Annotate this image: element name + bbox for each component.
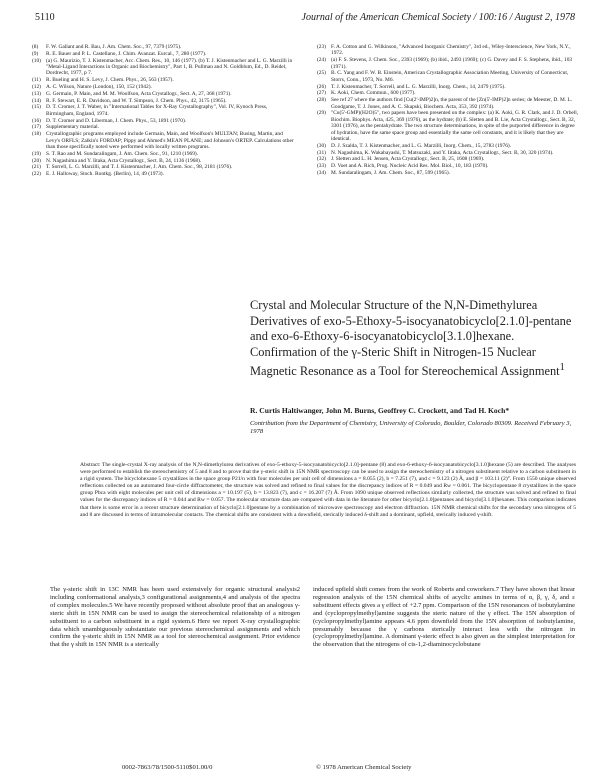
reference-number: (19) xyxy=(32,150,41,157)
journal-citation: Journal of the American Chemical Society / 100:16 / August 2, 1978 xyxy=(301,12,575,23)
reference-number: (34) xyxy=(317,170,326,177)
author-list: R. Curtis Haltiwanger, John M. Burns, Geoffrey C. Crockett, and Tad H. Koch* xyxy=(250,406,510,415)
reference-number: (14) xyxy=(32,97,41,104)
reference-number: (33) xyxy=(317,163,326,170)
reference-number: (29) xyxy=(317,110,326,117)
reference-number: (32) xyxy=(317,156,326,163)
reference-number: (12) xyxy=(32,84,41,90)
reference-item xyxy=(32,124,294,130)
reference-number: (30) xyxy=(317,142,326,149)
reference-number: (11) xyxy=(32,77,41,84)
reference-item xyxy=(32,84,294,90)
body-text-right-column: induced upfield shift comes from the work of Roberts and coworkers.7 They have shown that linear regression analysis of the 15N chemical shifts of acyclic amines in terms of α, β, γ, δ, and ε substituent effects gives a γ effect of +2.7 ppm. Comparison of the 15N resonances of isobutylamine and (cyclopropylmethyl)amine suggests the steric nature of the γ effect. The 15N absorption of (cyclopropylmethyl)amine appears 4.6 ppm downfield from the 15N absorption of isobutylamine, presumably because the γ carbons sterically interact less with the nitrogen in (cyclopropylmethyl)amine. A dominant γ-steric effect is also given as the simplest interpretation for the observation that the nitrogens of cis-1,2-diaminocyclobutane xyxy=(313,586,575,649)
affiliation: Contribution from the Department of Chemistry, University of Colorado, Boulder, Colorado 80309. Received February 3, 1978 xyxy=(250,420,572,435)
reference-number: (31) xyxy=(317,149,326,156)
reference-text: M. Sundaralingam, J. Am. Chem. Soc., 87, 599 (1965). xyxy=(331,170,451,177)
reference-number: (27) xyxy=(317,90,326,97)
running-header xyxy=(35,12,575,26)
reference-text: Supplementary material. xyxy=(46,124,99,131)
reference-number: (9) xyxy=(32,50,39,57)
reference-number: (28) xyxy=(317,97,326,104)
references-block xyxy=(32,44,580,266)
reference-number: (17) xyxy=(32,124,41,131)
reference-item xyxy=(317,143,579,149)
reference-number: (15) xyxy=(32,104,41,111)
article-title xyxy=(250,298,580,380)
reference-text: R. E. Bauer and P. L. Castellano, J. Chim. Avanzat. Eurcal., 7, 280 (1977). xyxy=(46,50,207,57)
reference-number: (20) xyxy=(32,157,41,164)
reference-text: F. W. Gallant and R. Bau, J. Am. Chem. Soc., 97, 7379 (1975). xyxy=(46,44,182,50)
references-right-column xyxy=(317,44,579,177)
reference-item xyxy=(32,171,294,177)
article-title-text: Crystal and Molecular Structure of the N,N-Dimethylurea Derivatives of exo-5-Ethoxy-5-isocyanatobicyclo[2.1.0]-pentane and exo-6-Ethoxy-6-isocyanatobicyclo[3.1.0]hexane. Confirmation of the γ-Steric Shift in Nitrogen-15 Nuclear Magnetic Resonance as a Tool for Stereochemical Assignment xyxy=(250,298,572,379)
abstract: Abstract: The single-crystal X-ray analysis of the N,N-dimethylurea derivatives of exo-5-ethoxy-5-isocyanatobicyclo[2.1.0]-pentane (8) and exo-6-ethoxy-6-isocyanatobicyclo[3.1.0]hexane (5) are described. The analyses were performed to establish the stereochemistry of 5 and 8 and to prove that the γ-steric shift in 15N NMR spectroscopy can be used to assign the stereochemistry of a nitrogen substituent relative to a carbon substituent in a rigid system. The bicyclohexane 5 crystallizes in the space group P21/n with four molecules per unit cell of dimensions a = 8.055 (2), b = 7.251 (7), and c = 9.123 (2) Å, and β = 103.11 (2)°. From 1550 unique observed reflections collected on an automated four-circle diffractometer, the structure was solved and refined to final values for the discrepancy indices of R = 0.049 and Rw = 0.061. The bicyclopentane 8 crystallizes in the space group Pbca with eight molecules per unit cell of dimensions a = 10.197 (5), b = 13.823 (7), and c = 16.207 (7) Å. From 1090 unique observed reflections similarly collected, the structure was solved and refined to final values for the discrepancy indices of R = 0.044 and Rw = 0.057. The molecular structure data are compared with data in the literature for other bicyclo[2.1.0]pentanes and bicyclo[3.1.0]hexanes. This comparison indicates that there is some error in a recent structure determination of bicyclo[2.1.0]pentane by a combination of microwave spectroscopy and electron diffraction. 15N NMR chemical shifts for the secondary urea nitrogens of 5 and 8 are discussed in terms of intramolecular contacts. The chemical shifts are consistent with a downfield, sterically induced δ-shift and a dominant, upfield, sterically induced γ-shift. xyxy=(80,462,576,518)
reference-item xyxy=(317,110,579,142)
reference-text: (a) G. Maurizio, T. J. Kistenmacher, Acc. Chem. Res., 10, 146 (1977). (b) T. J. Kistenmacher and L. G. Marzilli in "Metal-Ligand Interactions in Organic and Biochemistry", Part 1, B. Pullman and N. Goldblum, Ed., D. Reidel, Dordrecht, 1977, p 7. xyxy=(46,57,293,77)
reference-text: R. F. Stewart, E. R. Davidson, and W. T. Simpson, J. Chem. Phys., 42, 3175 (1965). xyxy=(46,97,227,104)
reference-item xyxy=(32,164,294,170)
reference-item xyxy=(32,58,294,77)
reference-text: See ref 27 where the authors find [Cu(2'-IMP)2]n, the parent of the [Zn(5'-IMP)2]n series; de Meester, D. M. L. Goodgame, T. J. Jones, and A. C. Skapski, Biochem. Acta, 353, 392 (1974). xyxy=(331,97,573,110)
reference-text: D. T. Cromer, J. T. Waber, in "International Tables for X-Ray Crystallography", Vol. IV, Kynoch Press, Birmingham, England, 1974. xyxy=(46,104,268,117)
reference-item xyxy=(32,131,294,150)
reference-item xyxy=(32,151,294,157)
reference-text: D. Voet and A. Rich, Prog. Nucleic Acid Res. Mol. Biol., 10, 183 (1970). xyxy=(331,163,489,170)
reference-text: T. J. Kistenmacher, T. Sorrell, and L. G. Marzilli, Inorg. Chem., 14, 2479 (1975). xyxy=(331,83,506,90)
reference-text: T. Sorrell, L. G. Marzilli, and T. J. Kistenmacher, J. Am. Chem. Soc., 98, 2181 (1976). xyxy=(46,164,233,171)
reference-number: (18) xyxy=(32,131,41,138)
title-footnote-marker: 1 xyxy=(559,362,565,374)
reference-number: (25) xyxy=(317,70,326,77)
reference-text: B. C. Yang and F. W. B. Einstein, American Crystallographic Association Meeting, University of Connecticut, Storrs, Conn., 1973, No. M6. xyxy=(331,70,569,83)
reference-text: "Cu(5'-GMP)(H2O)5", two papers have been presented on the complex: (a) K. Aoki, G. R. Clark, and J. D. Orbell, Biochim. Biophys. Acta, 425, 369 (1976), as the hydrate; (b) E. Sletten and B. Lie, Acta Crystallogr., Sect. B, 32, 3301 (1976), as the pentahydrate. The two structure determinations, in spite of the purported difference in degree of hydration, have the same space group and essentially the same cell constants, and it is likely that they are identical. xyxy=(331,110,579,143)
page-number: 5110 xyxy=(35,12,55,23)
reference-text: (a) F. S. Stevens, J. Chem. Soc., 2393 (1969); (b) ibid., 2493 (1969); (c) G. Davey and F. S. Stephens, ibid., 103 (1971). xyxy=(331,57,573,70)
reference-item xyxy=(317,170,579,176)
reference-text: N. Nagashima and Y. Iitaka, Acta Crystallogr., Sect. B, 24, 1136 (1968). xyxy=(46,157,202,164)
reference-item xyxy=(317,44,579,57)
reference-text: N. Nagashima, K. Wakabayashi, T. Matsuzaki, and Y. Iitaka, Acta Crystallogr., Sect. B, 30, 320 (1974). xyxy=(331,149,554,156)
reference-number: (10) xyxy=(32,57,41,64)
reference-item xyxy=(317,97,579,110)
reference-text: A. C. Wilson, Nature (London), 150, 152 (1942). xyxy=(46,84,152,90)
reference-item xyxy=(32,44,294,50)
reference-number: (16) xyxy=(32,117,41,124)
reference-text: R. Bueling and H. S. Levy, J. Chem. Phys., 26, 563 (1957). xyxy=(46,77,174,84)
reference-number: (23) xyxy=(317,44,326,50)
reference-number: (13) xyxy=(32,90,41,97)
reference-text: E. J. Halloway, Stoch. Rontkg. (Berlin), 14, 49 (1973). xyxy=(46,171,164,178)
reference-item xyxy=(32,91,294,97)
reference-text: S. T. Rao and M. Sundaralingam, J. Am. Chem. Soc., 91, 1210 (1969). xyxy=(46,150,199,157)
reference-text: F. A. Cotton and G. Wilkinson, "Advanced Inorganic Chemistry", 3rd ed., Wiley-Interscience, New York, N.Y., 1972. xyxy=(331,44,571,57)
references-left-column xyxy=(32,44,294,178)
reference-text: G. Germain, P. Main, and M. M. Woolfson, Acta Crystallogr., Sect. A, 27, 368 (1971). xyxy=(46,90,232,97)
reference-item xyxy=(317,57,579,70)
reference-item xyxy=(32,51,294,57)
reference-item xyxy=(32,77,294,83)
reference-number: (22) xyxy=(32,171,41,178)
reference-text: J. Sletten and L. H. Jensen, Acta Crystallogr., Sect. B, 25, 1608 (1969). xyxy=(331,156,485,163)
reference-item xyxy=(317,70,579,83)
reference-text: D. J. Szalda, T. J. Kistenmacher, and L. G. Marzilli, Inorg. Chem., 15, 2783 (1976). xyxy=(331,142,512,149)
reference-number: (26) xyxy=(317,83,326,90)
reference-text: K. Aoki, Chem. Commun., 600 (1977). xyxy=(331,90,416,97)
copyright-notice: © 1978 American Chemical Society xyxy=(316,764,412,771)
reference-item xyxy=(317,163,579,169)
reference-text: Crystallographic programs employed include Germain, Main, and Woolfson's MULTAN; Busing, Martin, and Levy's ORFLS; Zalkin's FORDAP; Pippy and Ahmed's MEAN PLANE; and Johnson's ORTEP. Calculations other than those specifically noted were performed with locally written programs. xyxy=(46,131,294,150)
reference-number: (24) xyxy=(317,57,326,64)
reference-item xyxy=(32,104,294,117)
reference-item xyxy=(317,156,579,162)
body-text-left-column: The γ-steric shift in 13C NMR has been used extensively for organic structural analysis2 including conformational analysis,3 configurational assignments,4 and analysis of the spectra of complex molecules.5 We have recently proposed without absolute proof that an analogous γ-steric shift in 15N NMR can be used to assign the stereochemical relationship of a nitrogen substituent to a carbon substituent in a rigid system.6 Here we report X-ray crystallographic data which unambiguously substantiate our previous stereochemical assignments and which confirm the γ-steric shift in 15N NMR as a tool for stereochemical assignment. Prior evidence that the γ shift in 15N NMR is a sterically xyxy=(50,586,300,649)
reference-text: D. T. Cromer and D. Liberman, J. Chem. Phys., 53, 1891 (1970). xyxy=(46,117,187,124)
reference-number: (21) xyxy=(32,164,41,171)
article-code: 0002-7863/78/1500-5110$01.00/0 xyxy=(122,764,213,771)
reference-item xyxy=(317,90,579,96)
reference-number: (8) xyxy=(32,44,39,50)
